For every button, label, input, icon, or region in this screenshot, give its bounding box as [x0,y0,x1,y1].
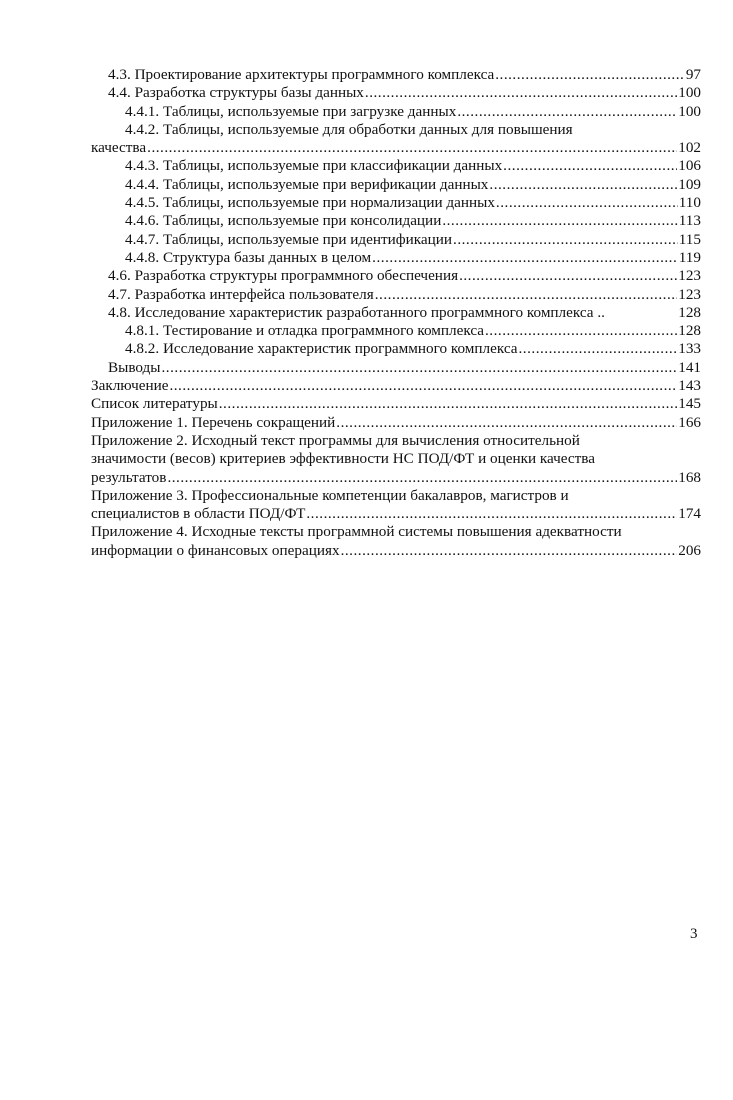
toc-entry-page: 100 [678,102,701,120]
toc-entry-title: 4.6. Разработка структуры программного обеспечения [108,267,459,285]
toc-entry-page: 119 [678,248,701,266]
toc-leader-dots [167,469,677,487]
toc-entry[interactable] [91,340,701,358]
toc-entry-title: 4.3. Проектирование архитектуры программного комплекса [108,66,495,83]
toc-entry-title: 4.4.1. Таблицы, используемые при загрузке данных [125,102,457,120]
toc-entry-page: 100 [678,84,701,102]
toc-leader-dots [453,231,678,249]
toc-entry-page: 113 [678,212,701,230]
toc-entry-page: 128 [678,322,701,340]
toc-entry-title: 4.4.3. Таблицы, используемые при классификации данных [125,157,503,175]
toc-entry-title: Список литературы [91,395,218,413]
toc-entry-page: 123 [678,285,701,303]
toc-leader-dots [341,542,678,560]
toc-entry-page: 206 [678,541,701,559]
toc-entry-page: 143 [678,377,701,395]
toc-entry-title: Приложение 1. Перечень сокращений [91,413,336,431]
table-of-contents [91,66,701,560]
toc-leader-dots [485,322,677,340]
toc-entry-page: 145 [678,395,701,413]
toc-entry-title: Заключение [91,377,169,395]
toc-entry-title-line: значимости (весов) критериев эффективности НС ПОД/ФТ и оценки качества [91,450,596,468]
toc-leader-dots [365,84,677,102]
toc-entry-page: 123 [678,267,701,285]
toc-entry[interactable] [91,176,701,194]
toc-entry-title-line: 4.4.2. Таблицы, используемые для обработки данных для повышения [125,120,573,138]
toc-leader-dots [375,286,677,304]
toc-entry-title-line: Приложение 3. Профессиональные компетенции бакалавров, магистров и [91,486,569,504]
toc-leader-dots [372,249,678,267]
toc-entry-page: 166 [678,413,701,431]
toc-entry-page: 141 [678,358,701,376]
toc-entry-title: 4.4.5. Таблицы, используемые при нормализации данных [125,194,495,212]
toc-entry-page: 97 [685,66,701,83]
toc-leader-dots [496,194,678,212]
toc-leader-dots [457,103,677,121]
toc-entry[interactable] [91,359,701,377]
toc-entry-title: Выводы [108,358,161,376]
toc-leader-dots [442,212,677,230]
page-number: 3 [690,926,698,942]
toc-entry-title: 4.4.7. Таблицы, используемые при идентификации [125,230,453,248]
toc-leader-dots [219,395,677,413]
toc-entry[interactable] [91,304,701,322]
toc-entry-title-line: результатов [91,468,167,486]
toc-entry[interactable] [91,66,701,84]
toc-entry-title: 4.8. Исследование характеристик разработанного программного комплекса .. [108,303,605,321]
toc-entry-page: 115 [678,230,701,248]
toc-entry-page: 128 [678,303,701,321]
toc-entry[interactable] [91,286,701,304]
toc-entry[interactable] [91,395,701,413]
toc-entry-title: 4.8.2. Исследование характеристик программного комплекса [125,340,518,358]
toc-entry-title-line: Приложение 4. Исходные тексты программной системы повышения адекватности [91,523,622,541]
toc-entry[interactable] [91,487,701,524]
toc-entry[interactable] [91,523,701,560]
toc-entry-title: 4.4.8. Структура базы данных в целом [125,248,372,266]
toc-entry[interactable] [91,414,701,432]
toc-leader-dots [162,359,678,377]
toc-leader-dots [169,377,677,395]
toc-leader-dots [489,176,677,194]
toc-entry[interactable] [91,322,701,340]
toc-entry-page: 110 [678,194,701,212]
toc-entry[interactable] [91,267,701,285]
toc-leader-dots [503,157,677,175]
toc-leader-dots [495,66,685,84]
toc-leader-dots [519,340,678,358]
toc-entry-page: 174 [678,505,701,523]
toc-entry[interactable] [91,84,701,102]
toc-entry[interactable] [91,121,701,158]
toc-entry[interactable] [91,432,701,487]
toc-entry-title-line: качества [91,139,147,157]
toc-entry-title-line: информации о финансовых операциях [91,541,340,559]
toc-entry-page: 133 [678,340,701,358]
toc-entry-title-line: Приложение 2. Исходный текст программы для вычисления относительной [91,431,580,449]
toc-entry-title: 4.8.1. Тестирование и отладка программного комплекса [125,322,484,340]
toc-entry[interactable] [91,157,701,175]
toc-entry-page: 109 [678,175,701,193]
toc-leader-dots [306,505,677,523]
toc-entry-title: 4.4.6. Таблицы, используемые при консолидации [125,212,442,230]
toc-entry-page: 102 [678,139,701,157]
toc-entry-title: 4.4.4. Таблицы, используемые при верификации данных [125,175,489,193]
toc-entry-page: 106 [678,157,701,175]
toc-entry-title: 4.7. Разработка интерфейса пользователя [108,285,374,303]
toc-entry[interactable] [91,249,701,267]
toc-entry[interactable] [91,103,701,121]
toc-entry[interactable] [91,231,701,249]
toc-leader-dots [459,267,677,285]
toc-entry-title-line: специалистов в области ПОД/ФТ [91,505,306,523]
toc-entry[interactable] [91,212,701,230]
toc-leader-dots [147,139,677,157]
toc-entry-page: 168 [678,468,701,486]
toc-entry[interactable] [91,194,701,212]
toc-entry[interactable] [91,377,701,395]
toc-leader-dots [336,414,677,432]
toc-entry-title: 4.4. Разработка структуры базы данных [108,84,364,102]
